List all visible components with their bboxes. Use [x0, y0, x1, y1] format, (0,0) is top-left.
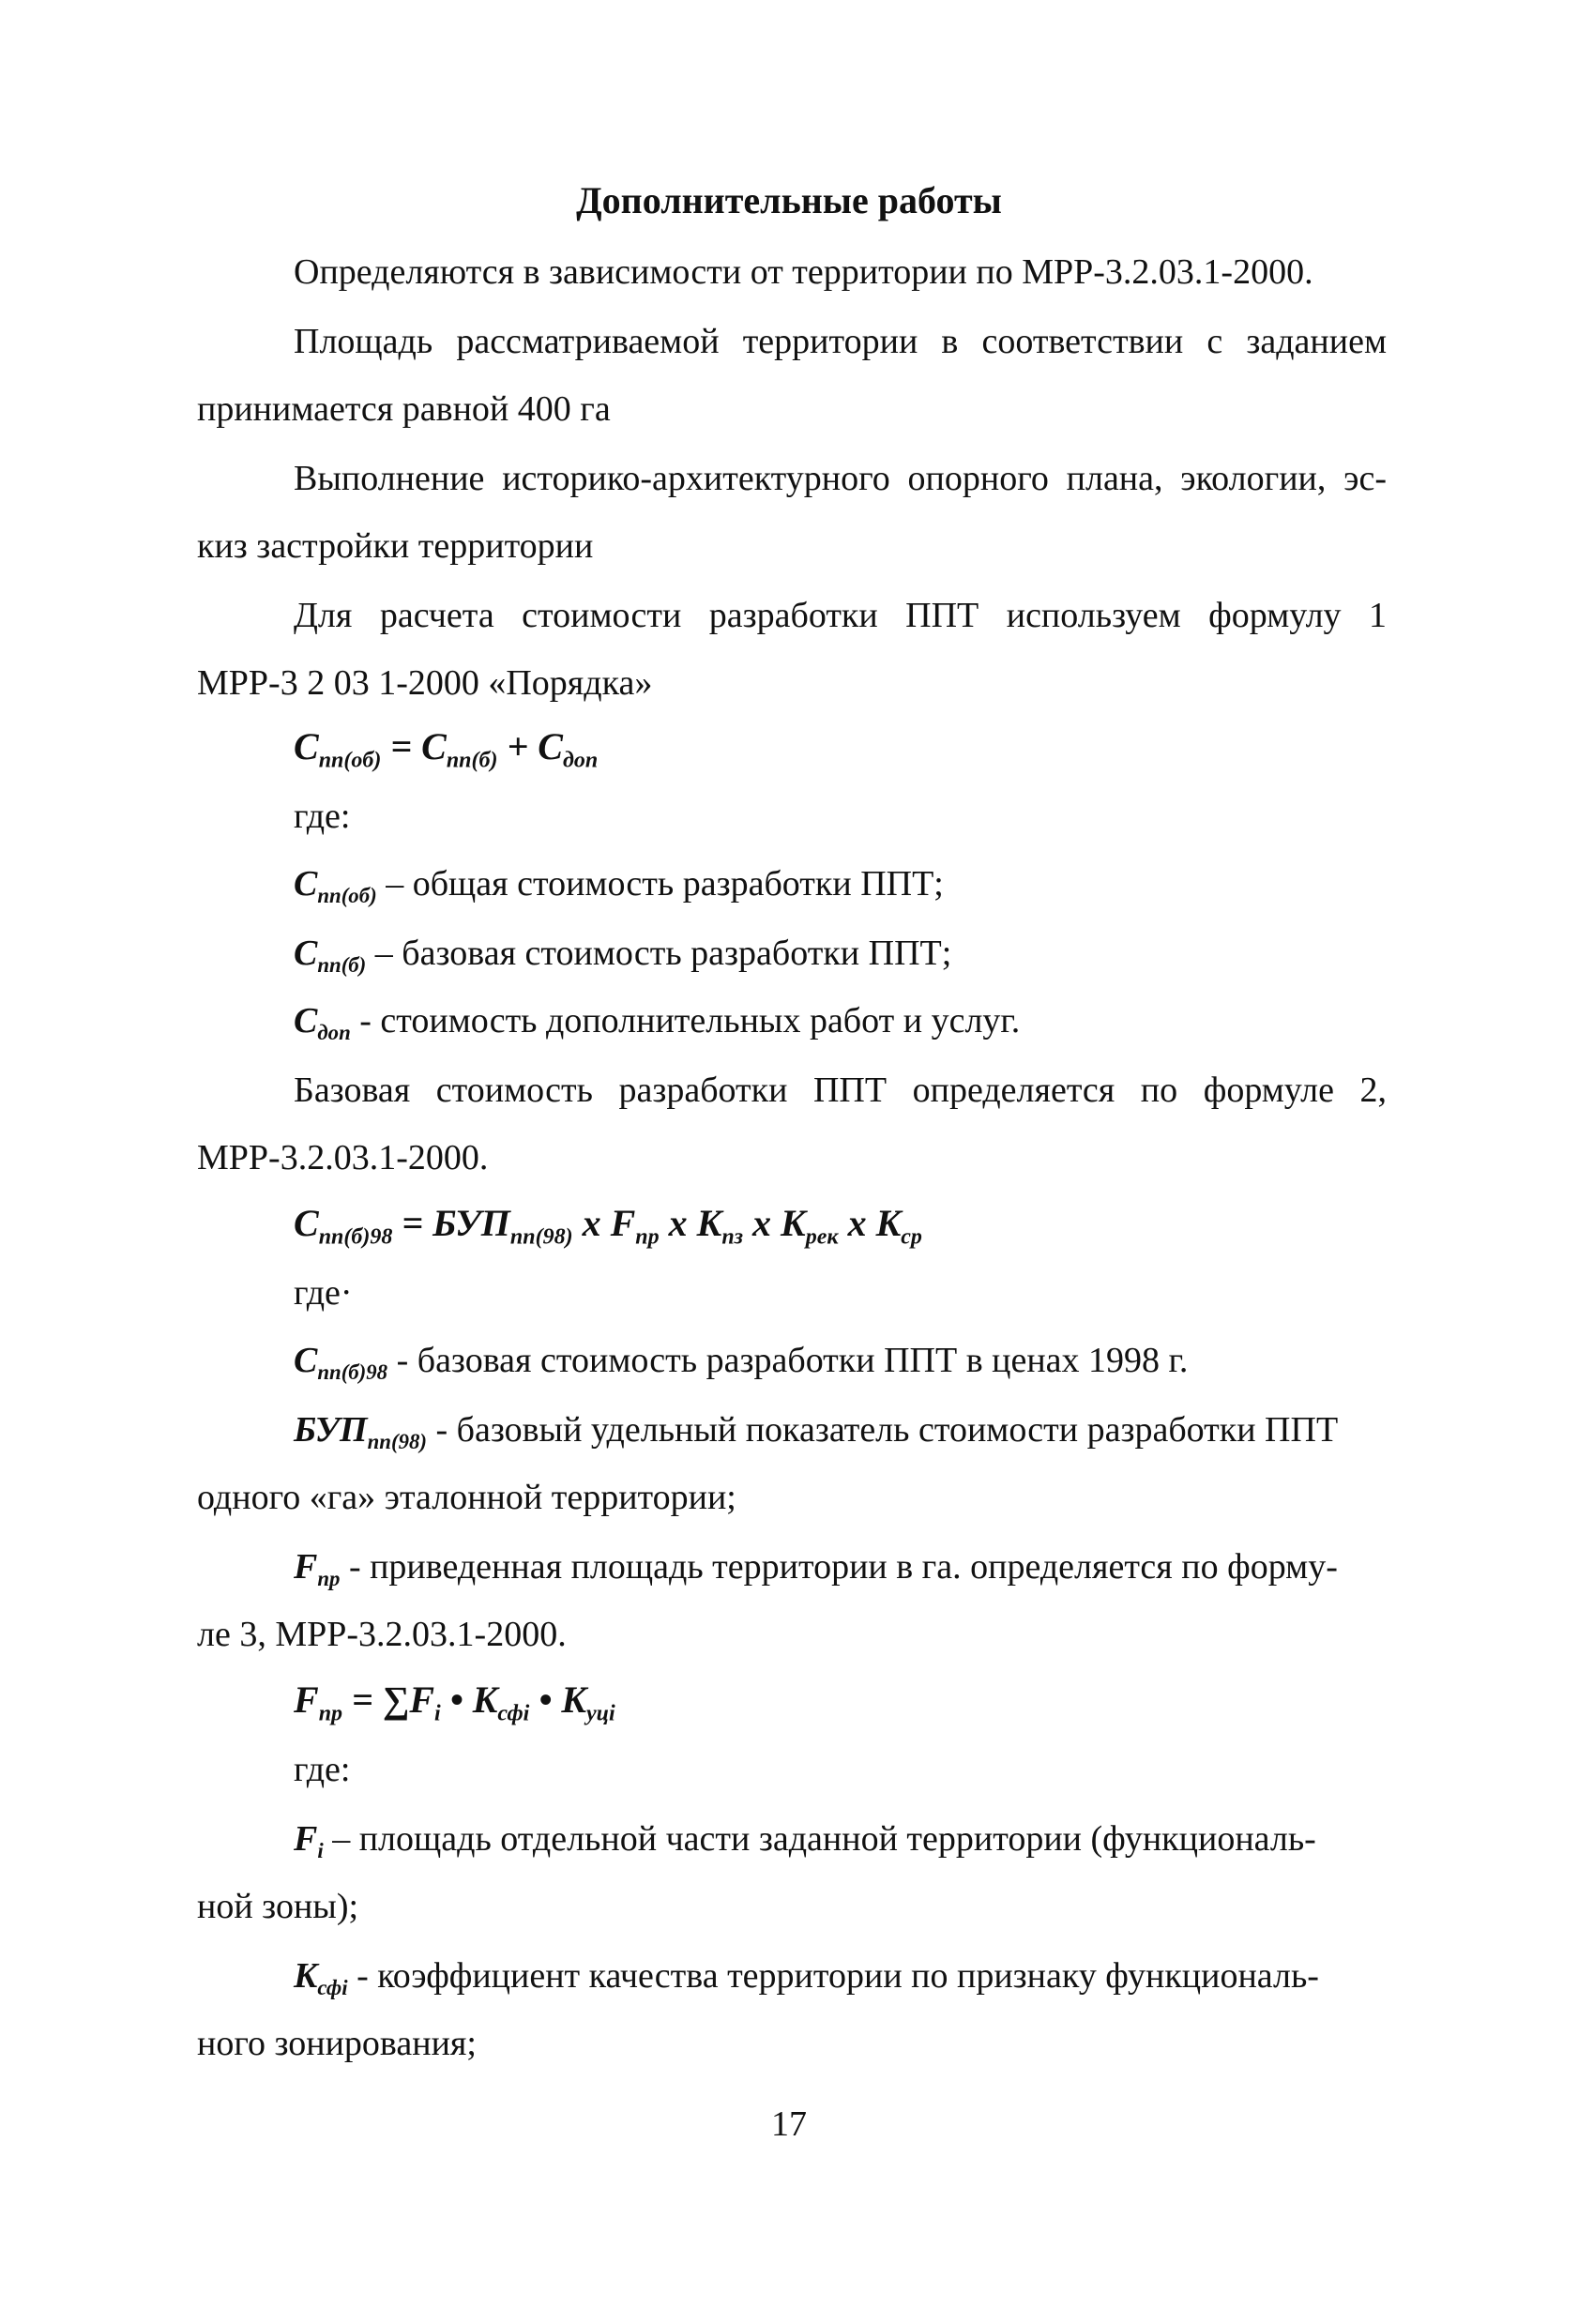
- where-label-3: где:: [294, 1750, 351, 1789]
- paragraph-1: Определяются в зависимости от территории по МРР-3.2.03.1-2000.: [294, 252, 1313, 292]
- definition-5-line-2: одного «га» эталонной территории;: [197, 1478, 736, 1517]
- definition-1: $C_{пп(об)}$ – общая стоимость разработки ППТ;: [294, 864, 944, 907]
- definition-5-line-1: $БУП_{пп(98)}$ - базовый удельный показатель стоимости разработки ППТ: [294, 1410, 1339, 1453]
- formula-3: $F_{пр} = \sum F_i$ • $K_{сфi}$ • $K_{уцi}$: [294, 1678, 615, 1726]
- paragraph-4-line-1: Для расчета стоимости разработки ППТ используем формулу 1: [294, 596, 1387, 635]
- definition-7-line-2: ной зоны);: [197, 1887, 359, 1926]
- paragraph-4-line-2: МРР-3 2 03 1-2000 «Порядка»: [197, 663, 653, 703]
- definition-8-line-1: $K_{сфi}$ - коэффициент качества территории по признаку функциональ-: [294, 1956, 1319, 1999]
- where-label-1: где:: [294, 797, 351, 836]
- formula-2: $C_{пп(б)98} = БУП_{пп(98)}$ x $F_{пр}$ x $K_{пз}$ x $K_{рек}$ x $K_{ср}$: [294, 1202, 922, 1250]
- paragraph-3-line-2: киз застройки территории: [197, 526, 594, 566]
- definition-6-line-1: $F_{пр}$ - приведенная площадь территории в га. определяется по форму-: [294, 1547, 1338, 1590]
- definition-4: $C_{пп(б)98}$ - базовая стоимость разработки ППТ в ценах 1998 г.: [294, 1341, 1189, 1384]
- paragraph-5-line-1: Базовая стоимость разработки ППТ определяется по формуле 2,: [294, 1071, 1387, 1110]
- definition-7-line-1: $F_i$ – площадь отдельной части заданной территории (функциональ-: [294, 1819, 1316, 1862]
- definition-8-line-2: ного зонирования;: [197, 2024, 477, 2063]
- paragraph-2-line-1: Площадь рассматриваемой территории в соответствии с заданием: [294, 322, 1387, 361]
- definition-6-line-2: ле 3, МРР-3.2.03.1-2000.: [197, 1615, 567, 1654]
- section-title: Дополнительные работы: [576, 179, 1002, 221]
- where-label-2: где·: [294, 1273, 353, 1313]
- definition-3: $C_{доп}$ - стоимость дополнительных работ и услуг.: [294, 1001, 1021, 1044]
- formula-1: $C_{пп(об)} = C_{пп(б)} + C_{доп}$: [294, 725, 599, 773]
- definition-2: $C_{пп(б)}$ – базовая стоимость разработки ППТ;: [294, 934, 952, 977]
- paragraph-3-line-1: Выполнение историко-архитектурного опорного плана, экологии, эс-: [294, 459, 1387, 498]
- paragraph-5-line-2: МРР-3.2.03.1-2000.: [197, 1138, 489, 1177]
- page-number: 17: [771, 2104, 807, 2144]
- paragraph-2-line-2: принимается равной 400 га: [197, 389, 611, 429]
